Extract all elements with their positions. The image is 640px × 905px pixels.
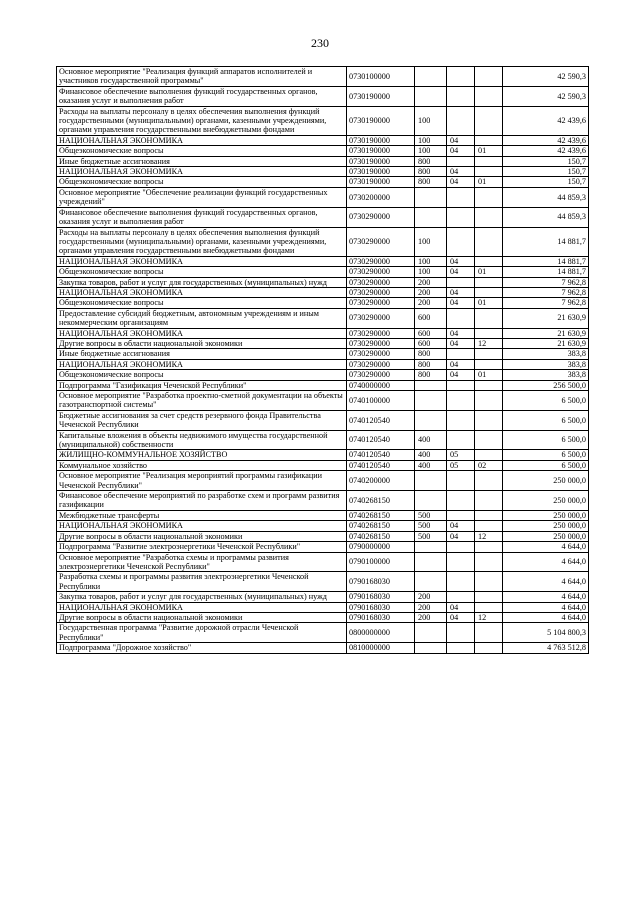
- row-expense-type-cell: 800: [415, 349, 447, 359]
- row-amount-cell: 250 000,0: [503, 471, 589, 491]
- row-section-cell: [447, 86, 475, 106]
- row-amount-cell: 250 000,0: [503, 491, 589, 511]
- row-subsection-cell: [475, 542, 503, 552]
- row-code-cell: 0730290000: [347, 227, 415, 256]
- row-section-cell: [447, 106, 475, 135]
- table-row: [57, 146, 589, 156]
- row-subsection-cell: [475, 167, 503, 177]
- row-amount-cell: 21 630,9: [503, 328, 589, 338]
- row-amount-cell: 6 500,0: [503, 430, 589, 450]
- table-row: [57, 67, 589, 87]
- row-expense-type-cell: [415, 623, 447, 643]
- row-subsection-cell: [475, 308, 503, 328]
- row-section-cell: [447, 471, 475, 491]
- row-amount-cell: 6 500,0: [503, 460, 589, 470]
- row-section-cell: [447, 207, 475, 227]
- row-name-cell: Иные бюджетные ассигнования: [57, 156, 347, 166]
- row-subsection-cell: [475, 256, 503, 266]
- row-amount-cell: 256 500,0: [503, 380, 589, 390]
- row-section-cell: 04: [447, 338, 475, 348]
- row-amount-cell: 21 630,9: [503, 338, 589, 348]
- row-section-cell: 04: [447, 328, 475, 338]
- row-amount-cell: 42 439,6: [503, 106, 589, 135]
- row-code-cell: 0730290000: [347, 308, 415, 328]
- row-name-cell: Другие вопросы в области национальной экономики: [57, 338, 347, 348]
- row-code-cell: 0740120540: [347, 430, 415, 450]
- row-name-cell: Иные бюджетные ассигнования: [57, 349, 347, 359]
- row-amount-cell: 6 500,0: [503, 450, 589, 460]
- row-name-cell: Другие вопросы в области национальной экономики: [57, 531, 347, 541]
- row-amount-cell: 5 104 800,3: [503, 623, 589, 643]
- row-code-cell: 0730290000: [347, 287, 415, 297]
- table-row: [57, 572, 589, 592]
- row-name-cell: Основное мероприятие "Реализация функций аппаратов исполнителей и участников государственной программы": [57, 67, 347, 87]
- row-expense-type-cell: 100: [415, 135, 447, 145]
- row-amount-cell: 4 644,0: [503, 552, 589, 572]
- row-name-cell: Общеэкономические вопросы: [57, 370, 347, 380]
- row-name-cell: НАЦИОНАЛЬНАЯ ЭКОНОМИКА: [57, 287, 347, 297]
- row-code-cell: 0730290000: [347, 207, 415, 227]
- table-row: [57, 349, 589, 359]
- row-subsection-cell: 12: [475, 338, 503, 348]
- table-row: [57, 298, 589, 308]
- row-code-cell: 0730200000: [347, 187, 415, 207]
- row-amount-cell: 42 590,3: [503, 86, 589, 106]
- row-section-cell: 04: [447, 612, 475, 622]
- row-code-cell: 0730290000: [347, 370, 415, 380]
- table-row: [57, 338, 589, 348]
- row-code-cell: 0740100000: [347, 391, 415, 411]
- row-code-cell: 0730190000: [347, 156, 415, 166]
- row-section-cell: [447, 623, 475, 643]
- row-amount-cell: 6 500,0: [503, 391, 589, 411]
- row-section-cell: 05: [447, 460, 475, 470]
- row-code-cell: 0730190000: [347, 146, 415, 156]
- table-row: [57, 177, 589, 187]
- table-row: [57, 612, 589, 622]
- row-amount-cell: 21 630,9: [503, 308, 589, 328]
- row-section-cell: 04: [447, 602, 475, 612]
- row-expense-type-cell: 800: [415, 156, 447, 166]
- row-expense-type-cell: 800: [415, 370, 447, 380]
- table-row: [57, 430, 589, 450]
- row-code-cell: 0740200000: [347, 471, 415, 491]
- row-section-cell: 04: [447, 531, 475, 541]
- row-name-cell: Финансовое обеспечение мероприятий по разработке схем и программ развития газификации: [57, 491, 347, 511]
- row-name-cell: НАЦИОНАЛЬНАЯ ЭКОНОМИКА: [57, 256, 347, 266]
- row-expense-type-cell: 200: [415, 592, 447, 602]
- table-row: [57, 380, 589, 390]
- row-amount-cell: 44 859,3: [503, 187, 589, 207]
- row-expense-type-cell: 600: [415, 308, 447, 328]
- row-subsection-cell: [475, 623, 503, 643]
- row-code-cell: 0740268150: [347, 491, 415, 511]
- row-code-cell: 0730290000: [347, 298, 415, 308]
- row-expense-type-cell: 100: [415, 267, 447, 277]
- row-amount-cell: 14 881,7: [503, 256, 589, 266]
- row-amount-cell: 7 962,8: [503, 277, 589, 287]
- table-row: [57, 450, 589, 460]
- table-row: [57, 471, 589, 491]
- row-amount-cell: 44 859,3: [503, 207, 589, 227]
- row-subsection-cell: [475, 187, 503, 207]
- row-section-cell: 04: [447, 177, 475, 187]
- row-name-cell: Основное мероприятие "Обеспечение реализации функций государственных учреждений": [57, 187, 347, 207]
- row-section-cell: 04: [447, 359, 475, 369]
- row-subsection-cell: [475, 491, 503, 511]
- table-row: [57, 308, 589, 328]
- table-row: [57, 287, 589, 297]
- row-section-cell: 05: [447, 450, 475, 460]
- row-name-cell: Общеэкономические вопросы: [57, 267, 347, 277]
- row-section-cell: [447, 430, 475, 450]
- table-row: [57, 370, 589, 380]
- row-expense-type-cell: [415, 67, 447, 87]
- table-row: [57, 156, 589, 166]
- table-row: [57, 510, 589, 520]
- row-amount-cell: 250 000,0: [503, 531, 589, 541]
- row-amount-cell: 7 962,8: [503, 287, 589, 297]
- row-expense-type-cell: 400: [415, 430, 447, 450]
- row-subsection-cell: [475, 391, 503, 411]
- row-subsection-cell: [475, 106, 503, 135]
- row-section-cell: [447, 187, 475, 207]
- row-amount-cell: 7 962,8: [503, 298, 589, 308]
- row-name-cell: Закупка товаров, работ и услуг для государственных (муниципальных) нужд: [57, 277, 347, 287]
- row-name-cell: Расходы на выплаты персоналу в целях обеспечения выполнения функций государственными (муниципальными) органами, казенными учреждениями, органами управления государственными внебюджетными фондами: [57, 227, 347, 256]
- row-code-cell: 0740120540: [347, 460, 415, 470]
- table-row: [57, 410, 589, 430]
- row-code-cell: 0790100000: [347, 552, 415, 572]
- row-subsection-cell: 12: [475, 612, 503, 622]
- row-subsection-cell: [475, 572, 503, 592]
- row-subsection-cell: [475, 592, 503, 602]
- budget-table-body: [57, 67, 589, 654]
- table-row: [57, 491, 589, 511]
- row-expense-type-cell: 800: [415, 167, 447, 177]
- row-amount-cell: 42 439,6: [503, 146, 589, 156]
- row-section-cell: 04: [447, 256, 475, 266]
- row-section-cell: [447, 156, 475, 166]
- row-subsection-cell: [475, 207, 503, 227]
- row-subsection-cell: [475, 359, 503, 369]
- row-code-cell: 0730290000: [347, 277, 415, 287]
- row-section-cell: [447, 491, 475, 511]
- row-name-cell: Общеэкономические вопросы: [57, 298, 347, 308]
- row-expense-type-cell: 200: [415, 298, 447, 308]
- row-subsection-cell: [475, 135, 503, 145]
- row-expense-type-cell: 500: [415, 521, 447, 531]
- row-code-cell: 0730290000: [347, 349, 415, 359]
- row-subsection-cell: [475, 380, 503, 390]
- row-expense-type-cell: 500: [415, 510, 447, 520]
- table-row: [57, 460, 589, 470]
- row-expense-type-cell: [415, 391, 447, 411]
- row-amount-cell: 4 644,0: [503, 602, 589, 612]
- row-name-cell: Межбюджетные трансферты: [57, 510, 347, 520]
- row-code-cell: 0740268150: [347, 510, 415, 520]
- table-row: [57, 359, 589, 369]
- row-name-cell: Общеэкономические вопросы: [57, 146, 347, 156]
- row-section-cell: 04: [447, 298, 475, 308]
- row-amount-cell: 14 881,7: [503, 227, 589, 256]
- row-code-cell: 0730190000: [347, 167, 415, 177]
- row-code-cell: 0730290000: [347, 338, 415, 348]
- row-expense-type-cell: 600: [415, 328, 447, 338]
- row-subsection-cell: [475, 643, 503, 653]
- row-subsection-cell: 01: [475, 267, 503, 277]
- row-section-cell: [447, 67, 475, 87]
- row-section-cell: [447, 542, 475, 552]
- row-section-cell: [447, 592, 475, 602]
- row-expense-type-cell: 100: [415, 106, 447, 135]
- row-code-cell: 0740120540: [347, 450, 415, 460]
- page-number: 230: [311, 36, 329, 50]
- row-expense-type-cell: 500: [415, 531, 447, 541]
- row-name-cell: Общеэкономические вопросы: [57, 177, 347, 187]
- row-code-cell: 0730290000: [347, 267, 415, 277]
- row-section-cell: 04: [447, 146, 475, 156]
- row-name-cell: Бюджетные ассигнования за счет средств резервного фонда Правительства Чеченской Республики: [57, 410, 347, 430]
- table-row: [57, 602, 589, 612]
- row-code-cell: 0730190000: [347, 86, 415, 106]
- row-expense-type-cell: [415, 491, 447, 511]
- row-subsection-cell: [475, 410, 503, 430]
- row-expense-type-cell: [415, 542, 447, 552]
- row-subsection-cell: [475, 86, 503, 106]
- row-name-cell: Государственная программа "Развитие дорожной отрасли Чеченской Республики": [57, 623, 347, 643]
- row-subsection-cell: [475, 227, 503, 256]
- table-row: [57, 592, 589, 602]
- table-row: [57, 106, 589, 135]
- row-subsection-cell: [475, 349, 503, 359]
- row-code-cell: 0730290000: [347, 328, 415, 338]
- row-code-cell: 0730190000: [347, 106, 415, 135]
- row-section-cell: [447, 380, 475, 390]
- budget-table: [56, 66, 589, 654]
- row-name-cell: Коммунальное хозяйство: [57, 460, 347, 470]
- row-amount-cell: 4 644,0: [503, 572, 589, 592]
- row-amount-cell: 150,7: [503, 156, 589, 166]
- row-expense-type-cell: [415, 410, 447, 430]
- row-section-cell: [447, 552, 475, 572]
- row-section-cell: [447, 643, 475, 653]
- row-amount-cell: 42 439,6: [503, 135, 589, 145]
- row-name-cell: Основное мероприятие "Разработка проектно-сметной документации на объекты газотранспортной системы": [57, 391, 347, 411]
- row-section-cell: 04: [447, 167, 475, 177]
- row-expense-type-cell: [415, 207, 447, 227]
- row-name-cell: НАЦИОНАЛЬНАЯ ЭКОНОМИКА: [57, 135, 347, 145]
- row-subsection-cell: [475, 510, 503, 520]
- row-subsection-cell: [475, 471, 503, 491]
- row-amount-cell: 383,8: [503, 359, 589, 369]
- row-subsection-cell: [475, 328, 503, 338]
- row-name-cell: Закупка товаров, работ и услуг для государственных (муниципальных) нужд: [57, 592, 347, 602]
- row-expense-type-cell: [415, 187, 447, 207]
- row-subsection-cell: [475, 521, 503, 531]
- table-row: [57, 328, 589, 338]
- table-row: [57, 552, 589, 572]
- row-name-cell: НАЦИОНАЛЬНАЯ ЭКОНОМИКА: [57, 521, 347, 531]
- row-subsection-cell: 01: [475, 370, 503, 380]
- row-expense-type-cell: 200: [415, 287, 447, 297]
- row-name-cell: Финансовое обеспечение выполнения функций государственных органов, оказания услуг и выполнения работ: [57, 86, 347, 106]
- row-expense-type-cell: 800: [415, 359, 447, 369]
- row-amount-cell: 250 000,0: [503, 510, 589, 520]
- row-code-cell: 0800000000: [347, 623, 415, 643]
- row-code-cell: 0730100000: [347, 67, 415, 87]
- row-section-cell: [447, 391, 475, 411]
- row-code-cell: 0740120540: [347, 410, 415, 430]
- row-subsection-cell: [475, 67, 503, 87]
- row-code-cell: 0810000000: [347, 643, 415, 653]
- row-section-cell: [447, 410, 475, 430]
- row-name-cell: Капитальные вложения в объекты недвижимого имущества государственной (муниципальной) собственности: [57, 430, 347, 450]
- row-expense-type-cell: [415, 86, 447, 106]
- row-section-cell: 04: [447, 135, 475, 145]
- row-section-cell: 04: [447, 370, 475, 380]
- row-code-cell: 0730190000: [347, 135, 415, 145]
- row-code-cell: 0730190000: [347, 177, 415, 187]
- row-amount-cell: 6 500,0: [503, 410, 589, 430]
- row-name-cell: Подпрограмма "Развитие электроэнергетики Чеченской Республики": [57, 542, 347, 552]
- row-subsection-cell: 01: [475, 177, 503, 187]
- row-name-cell: НАЦИОНАЛЬНАЯ ЭКОНОМИКА: [57, 167, 347, 177]
- row-subsection-cell: [475, 277, 503, 287]
- row-expense-type-cell: 800: [415, 177, 447, 187]
- row-name-cell: НАЦИОНАЛЬНАЯ ЭКОНОМИКА: [57, 328, 347, 338]
- table-row: [57, 391, 589, 411]
- row-name-cell: Финансовое обеспечение выполнения функций государственных органов, оказания услуг и выполнения работ: [57, 207, 347, 227]
- table-row: [57, 643, 589, 653]
- row-amount-cell: 4 644,0: [503, 612, 589, 622]
- row-code-cell: 0790000000: [347, 542, 415, 552]
- row-amount-cell: 250 000,0: [503, 521, 589, 531]
- row-code-cell: 0740000000: [347, 380, 415, 390]
- row-expense-type-cell: 100: [415, 227, 447, 256]
- row-subsection-cell: [475, 287, 503, 297]
- row-name-cell: Разработка схемы и программы развития электроэнергетики Чеченской Республики: [57, 572, 347, 592]
- table-row: [57, 86, 589, 106]
- row-subsection-cell: [475, 552, 503, 572]
- row-expense-type-cell: [415, 572, 447, 592]
- row-expense-type-cell: [415, 471, 447, 491]
- table-row: [57, 227, 589, 256]
- table-row: [57, 267, 589, 277]
- row-name-cell: Подпрограмма "Дорожное хозяйство": [57, 643, 347, 653]
- row-code-cell: 0790168030: [347, 612, 415, 622]
- row-subsection-cell: 01: [475, 146, 503, 156]
- row-expense-type-cell: [415, 380, 447, 390]
- row-section-cell: [447, 277, 475, 287]
- row-code-cell: 0790168030: [347, 602, 415, 612]
- row-section-cell: [447, 308, 475, 328]
- row-section-cell: 04: [447, 267, 475, 277]
- row-expense-type-cell: [415, 643, 447, 653]
- row-section-cell: [447, 227, 475, 256]
- row-name-cell: ЖИЛИЩНО-КОММУНАЛЬНОЕ ХОЗЯЙСТВО: [57, 450, 347, 460]
- row-name-cell: Основное мероприятие "Реализация мероприятий программы газификации Чеченской Республики": [57, 471, 347, 491]
- table-row: [57, 542, 589, 552]
- row-name-cell: Расходы на выплаты персоналу в целях обеспечения выполнения функций государственными (муниципальными) органами, казенными учреждениями, органами управления государственными внебюджетными фондами: [57, 106, 347, 135]
- row-amount-cell: 4 763 512,8: [503, 643, 589, 653]
- row-subsection-cell: 01: [475, 298, 503, 308]
- row-expense-type-cell: 200: [415, 602, 447, 612]
- row-amount-cell: 383,8: [503, 370, 589, 380]
- row-section-cell: [447, 349, 475, 359]
- row-expense-type-cell: 400: [415, 460, 447, 470]
- table-row: [57, 531, 589, 541]
- row-amount-cell: 42 590,3: [503, 67, 589, 87]
- table-row: [57, 167, 589, 177]
- row-expense-type-cell: 400: [415, 450, 447, 460]
- row-code-cell: 0730290000: [347, 359, 415, 369]
- row-subsection-cell: 12: [475, 531, 503, 541]
- row-section-cell: [447, 510, 475, 520]
- row-amount-cell: 14 881,7: [503, 267, 589, 277]
- table-row: [57, 187, 589, 207]
- table-row: [57, 207, 589, 227]
- row-name-cell: Предоставление субсидий бюджетным, автономным учреждениям и иным некоммерческим организациям: [57, 308, 347, 328]
- row-subsection-cell: 02: [475, 460, 503, 470]
- row-section-cell: 04: [447, 287, 475, 297]
- row-expense-type-cell: 600: [415, 338, 447, 348]
- row-code-cell: 0730290000: [347, 256, 415, 266]
- row-subsection-cell: [475, 430, 503, 450]
- row-code-cell: 0790168030: [347, 572, 415, 592]
- row-expense-type-cell: 100: [415, 146, 447, 156]
- row-code-cell: 0740268150: [347, 521, 415, 531]
- row-code-cell: 0740268150: [347, 531, 415, 541]
- row-amount-cell: 4 644,0: [503, 542, 589, 552]
- row-name-cell: Подпрограмма "Газификация Чеченской Республики": [57, 380, 347, 390]
- row-name-cell: Другие вопросы в области национальной экономики: [57, 612, 347, 622]
- row-code-cell: 0790168030: [347, 592, 415, 602]
- row-amount-cell: 4 644,0: [503, 592, 589, 602]
- row-name-cell: НАЦИОНАЛЬНАЯ ЭКОНОМИКА: [57, 602, 347, 612]
- row-subsection-cell: [475, 602, 503, 612]
- row-amount-cell: 150,7: [503, 177, 589, 187]
- table-row: [57, 277, 589, 287]
- row-expense-type-cell: 100: [415, 256, 447, 266]
- table-row: [57, 135, 589, 145]
- table-row: [57, 256, 589, 266]
- row-expense-type-cell: 200: [415, 277, 447, 287]
- row-name-cell: Основное мероприятие "Разработка схемы и программы развития электроэнергетики Чеченской Республики": [57, 552, 347, 572]
- row-subsection-cell: [475, 156, 503, 166]
- row-subsection-cell: [475, 450, 503, 460]
- row-amount-cell: 150,7: [503, 167, 589, 177]
- row-name-cell: НАЦИОНАЛЬНАЯ ЭКОНОМИКА: [57, 359, 347, 369]
- row-section-cell: 04: [447, 521, 475, 531]
- row-amount-cell: 383,8: [503, 349, 589, 359]
- table-row: [57, 623, 589, 643]
- table-row: [57, 521, 589, 531]
- row-section-cell: [447, 572, 475, 592]
- row-expense-type-cell: [415, 552, 447, 572]
- row-expense-type-cell: 200: [415, 612, 447, 622]
